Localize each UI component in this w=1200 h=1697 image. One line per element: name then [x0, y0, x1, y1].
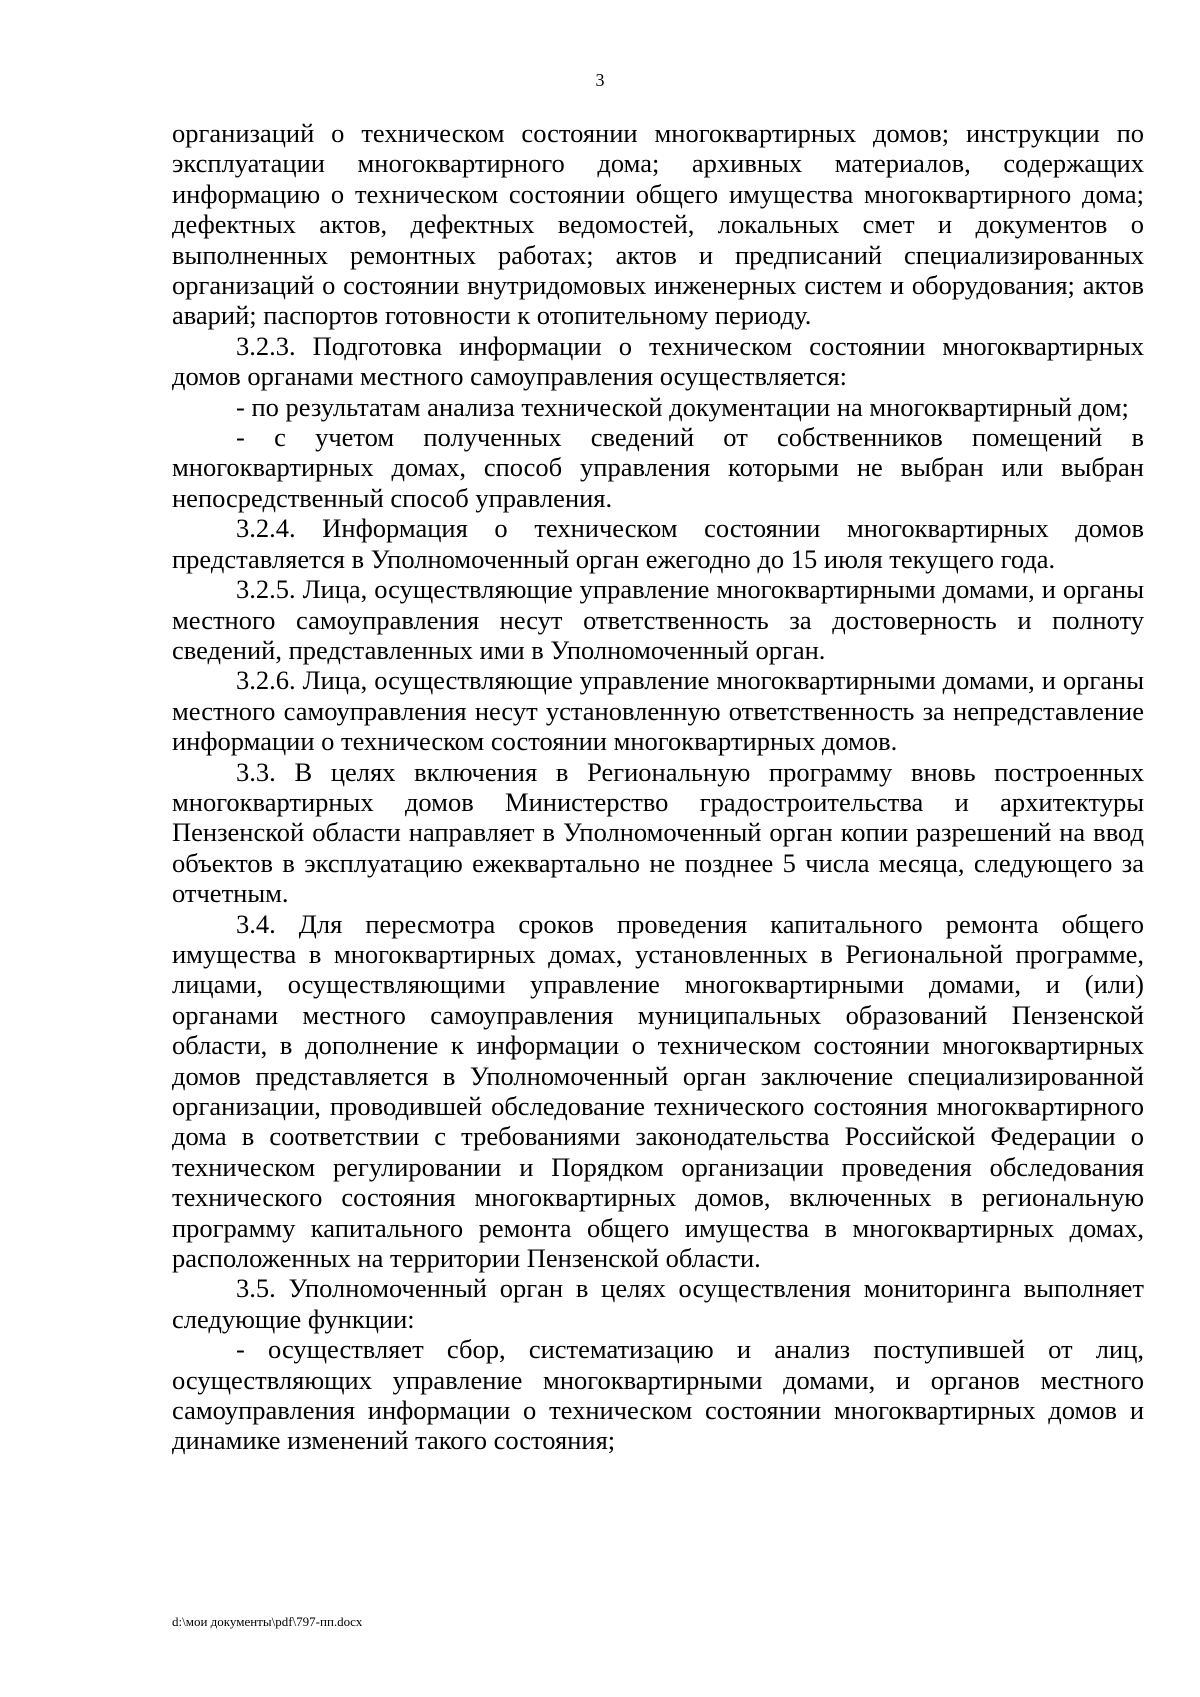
page-number: 3: [595, 70, 605, 90]
paragraph-3-2-4: 3.2.4. Информация о техническом состоянии многоквартирных домов представляется в Уполномоченный орган ежегодно до 15 июля текущего года.: [172, 513, 1144, 574]
paragraph-3-4: 3.4. Для пересмотра сроков проведения капитального ремонта общего имущества в многоквартирных домах, установленных в Региональной программе, лицами, осуществляющими управление многоквартирными домами, и (или) органами местного самоуправления муниципальных образований Пензенской области, в дополнение к информации о техническом состоянии многоквартирных домов представляется в Уполномоченный орган заключение специализированной организации, проводившей обследование технического состояния многоквартирного дома в соответствии с требованиями законодательства Российской Федерации о техническом регулировании и Порядком организации проведения обследования технического состояния многоквартирных домов, включенных в региональную программу капитального ремонта общего имущества в многоквартирных домах, расположенных на территории Пензенской области.: [172, 908, 1144, 1274]
document-body: [172, 118, 1144, 1456]
list-item-analysis: - по результатам анализа технической документации на многоквартирный дом;: [236, 391, 1129, 422]
paragraph-3-2-5: 3.2.5. Лица, осуществляющие управление многоквартирными домами, и органы местного самоуправления несут ответственность за достоверность и полноту сведений, представленных ими в Уполномоченный орган.: [172, 574, 1144, 665]
paragraph-continuation: организаций о техническом состоянии многоквартирных домов; инструкции по эксплуатации многоквартирного дома; архивных материалов, содержащих информацию о техническом состоянии общего имущества многоквартирного дома; дефектных актов, дефектных ведомостей, локальных смет и документов о выполненных ремонтных работах; актов и предписаний специализированных организаций о состоянии внутридомовых инженерных систем и оборудования; актов аварий; паспортов готовности к отопительному периоду.: [172, 118, 1144, 331]
paragraph-3-2-3: 3.2.3. Подготовка информации о техническом состоянии многоквартирных домов органами местного самоуправления осуществляется:: [172, 330, 1144, 392]
footer-file-path: d:\мои документы\pdf\797-пп.docx: [172, 1614, 363, 1629]
paragraph-3-2-6: 3.2.6. Лица, осуществляющие управление многоквартирными домами, и органы местного самоуправления несут установленную ответственность за непредставление информации о техническом состоянии многоквартирных домов.: [172, 665, 1144, 757]
paragraph-3-3: 3.3. В целях включения в Региональную программу вновь построенных многоквартирных домов Министерство градостроительства и архитектуры Пензенской области направляет в Уполномоченный орган копии разрешений на ввод объектов в эксплуатацию ежеквартально не позднее 5 числа месяца, следующего за отчетным.: [172, 756, 1144, 909]
list-item-owners-info: - с учетом полученных сведений от собственников помещений в многоквартирных домах, способ управления которыми не выбран или выбран непосредственный способ управления.: [172, 422, 1144, 513]
list-item-collection: - осуществляет сбор, систематизацию и анализ поступившей от лиц, осуществляющих управление многоквартирными домами, и органов местного самоуправления информации о техническом состоянии многоквартирных домов и динамике изменений такого состояния;: [172, 1334, 1144, 1456]
paragraph-3-5: 3.5. Уполномоченный орган в целях осуществления мониторинга выполняет следующие функции:: [172, 1273, 1144, 1334]
